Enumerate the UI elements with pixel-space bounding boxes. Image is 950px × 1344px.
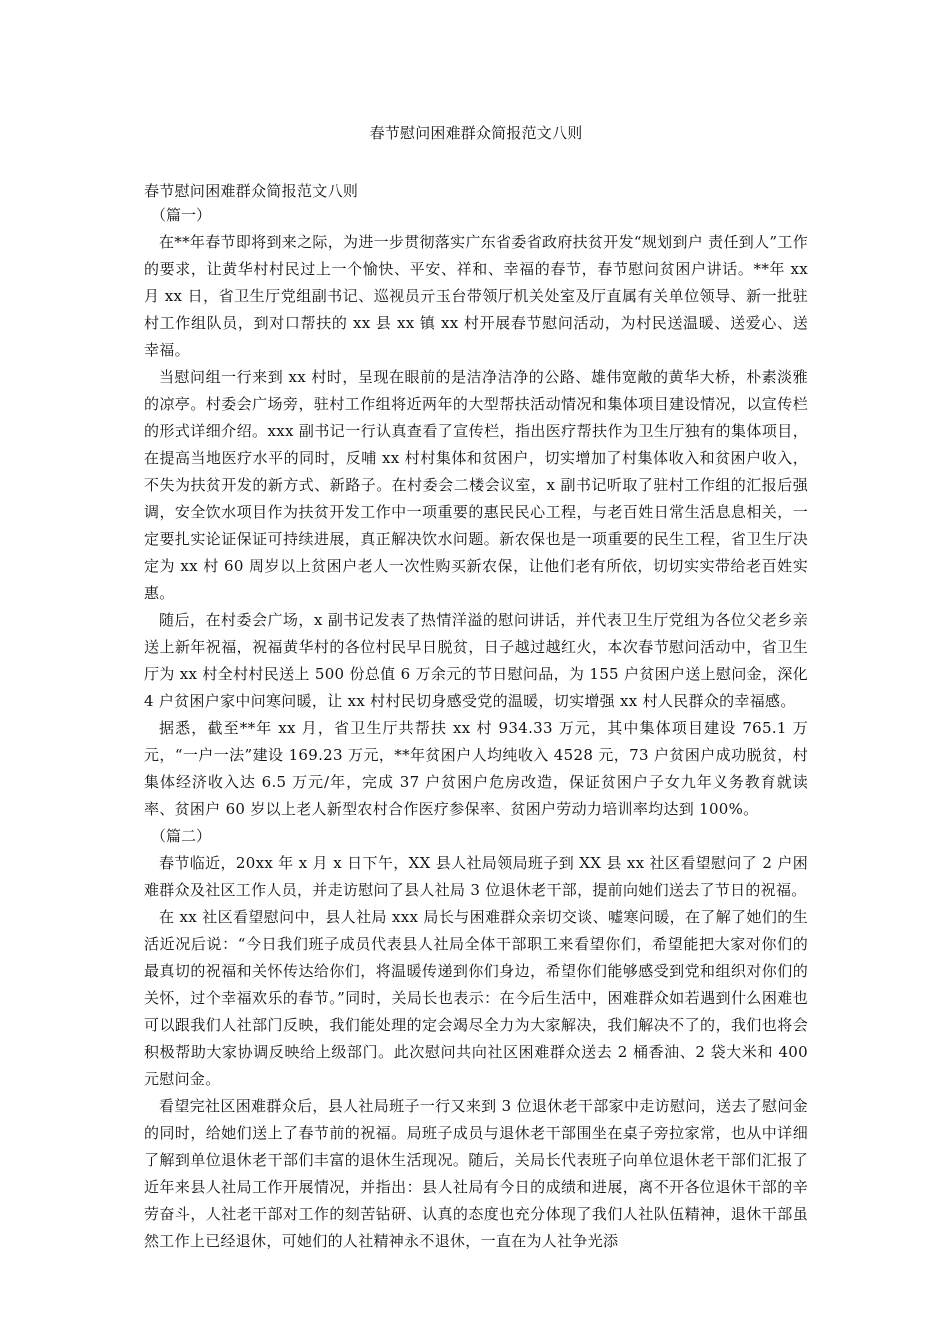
- paragraph: 据悉，截至**年 xx 月，省卫生厅共帮扶 xx 村 934.33 万元，其中集体项目建设 765.1 万元，“一户一法”建设 169.23 万元，**年贫困户人均纯收入 4528 元，73 户贫困户成功脱贫，村集体经济收入达 6.5 万元/年，完成 37 户贫困户危房改造，保证贫困户子女九年义务教育就读率、贫困户 60 岁以上老人新型农村合作医疗参保率、贫困户劳动力培训率均达到 100%。: [144, 719, 808, 818]
- paragraph: 看望完社区困难群众后，县人社局班子一行又来到 3 位退休老干部家中走访慰问，送去了慰问金的同时，给她们送上了春节前的祝福。局班子成员与退休老干部围坐在桌子旁拉家常，也从中详细了解到单位退休老干部们丰富的退休生活现况。随后，关局长代表班子向单位退休老干部们汇报了近年来县人社局工作开展情况，并指出：县人社局有今日的成绩和进展，离不开各位退休干部的辛劳奋斗，人社老干部对工作的刻苦钻研、认真的态度也充分体现了我们人社队伍精神，退休干部虽然工作上已经退休，可她们的人社精神永不退休，一直在为人社争光添: [144, 1097, 808, 1250]
- document-page: [144, 122, 808, 1255]
- paragraph: 春节临近，20xx 年 x 月 x 日下午，XX 县人社局领局班子到 XX 县 xx 社区看望慰问了 2 户困难群众及社区工作人员，并走访慰问了县人社局 3 位退休老干部，提前向她们送去了节日的祝福。: [144, 854, 808, 899]
- paragraph: 当慰问组一行来到 xx 村时，呈现在眼前的是洁净洁净的公路、雄伟宽敞的黄华大桥，朴素淡雅的凉亭。村委会广场旁，驻村工作组将近两年的大型帮扶活动情况和集体项目建设情况，以宣传栏的形式详细介绍。xxx 副书记一行认真查看了宣传栏，指出医疗帮扶作为卫生厅独有的集体项目，在提高当地医疗水平的同时，反哺 xx 村村集体和贫困户，切实增加了村集体收入和贫困户收入，不失为扶贫开发的新方式、新路子。在村委会二楼会议室，x 副书记听取了驻村工作组的汇报后强调，安全饮水项目作为扶贫开发工作中一项重要的惠民民心工程，与老百姓日常生活息息相关，一定要扎实论证保证可持续进展，真正解决饮水问题。新农保也是一项重要的民生工程，省卫生厅决定为 xx 村 60 周岁以上贫困户老人一次性购买新农保，让他们老有所依，切切实实带给老百姓实惠。: [144, 368, 808, 602]
- paragraph: 随后，在村委会广场，x 副书记发表了热情洋溢的慰问讲话，并代表卫生厅党组为各位父老乡亲送上新年祝福，祝福黄华村的各位村民早日脱贫，日子越过越红火，本次春节慰问活动中，省卫生厅为 xx 村全村村民送上 500 份总值 6 万余元的节日慰问品，为 155 户贫困户送上慰问金，深化 4 户贫困户家中问寒问暖，让 xx 村村民切身感受党的温暖，切实增强 xx 村人民群众的幸福感。: [144, 611, 808, 710]
- document-subtitle: 春节慰问困难群众简报范文八则: [144, 182, 359, 200]
- paragraph: 在**年春节即将到来之际，为进一步贯彻落实广东省委省政府扶贫开发“规划到户 责任到人”工作的要求，让黄华村村民过上一个愉快、平安、祥和、幸福的春节，春节慰问贫困户讲话。**年 xx 月 xx 日，省卫生厅党组副书记、巡视员亓玉台带领厅机关处室及厅直属有关单位领导、新一批驻村工作组队员，到对口帮扶的 xx 县 xx 镇 xx 村开展春节慰问活动，为村民送温暖、送爱心、送幸福。: [144, 233, 808, 359]
- section-label-1: （篇一）: [151, 206, 212, 224]
- section-label-2: （篇二）: [151, 827, 212, 845]
- paragraph: 在 xx 社区看望慰问中，县人社局 xxx 局长与困难群众亲切交谈、嘘寒问暖，在了解了她们的生活近况后说：“今日我们班子成员代表县人社局全体干部职工来看望你们，希望能把大家对你们的最真切的祝福和关怀传达给你们，将温暖传递到你们身边，希望你们能够感受到党和组织对你们的关怀，过个幸福欢乐的春节。”同时，关局长也表示：在今后生活中，困难群众如若遇到什么困难也可以跟我们人社部门反映，我们能处理的定会竭尽全力为大家解决，我们解决不了的，我们也将会积极帮助大家协调反映给上级部门。此次慰问共向社区困难群众送去 2 桶香油、2 袋大米和 400 元慰问金。: [144, 908, 808, 1088]
- document-title: 春节慰问困难群众简报范文八则: [369, 124, 583, 142]
